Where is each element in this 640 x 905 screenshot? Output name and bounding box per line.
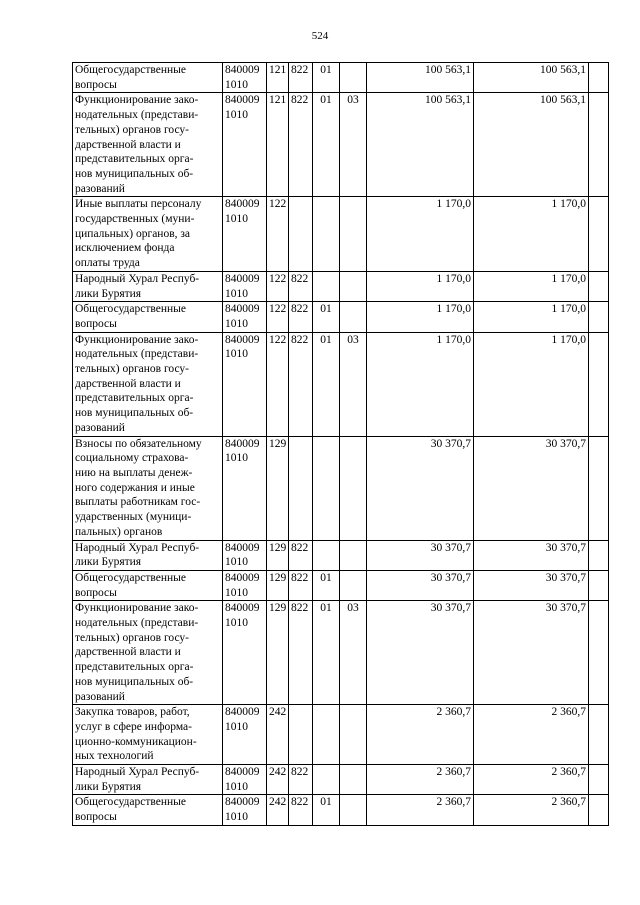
row-sum-2: 1 170,0 xyxy=(474,271,589,301)
row-target-code: 840009 1010 xyxy=(223,63,267,93)
row-subsection xyxy=(340,705,367,765)
row-section: 01 xyxy=(313,601,340,705)
row-name: Общегосударственные вопросы xyxy=(73,302,223,332)
row-target-code: 840009 1010 xyxy=(223,540,267,570)
row-department: 822 xyxy=(289,302,313,332)
row-section xyxy=(313,540,340,570)
table-row xyxy=(73,540,609,570)
row-sum-2: 2 360,7 xyxy=(474,705,589,765)
row-expense-type: 121 xyxy=(267,63,289,93)
table-row xyxy=(73,795,609,825)
table-row xyxy=(73,197,609,272)
row-sum-1: 1 170,0 xyxy=(367,302,474,332)
row-name: Общегосударственные вопросы xyxy=(73,570,223,600)
row-sum-1: 30 370,7 xyxy=(367,601,474,705)
row-name: Народный Хурал Респуб- лики Бурятия xyxy=(73,540,223,570)
row-name: Народный Хурал Респуб- лики Бурятия xyxy=(73,271,223,301)
row-subsection xyxy=(340,765,367,795)
row-target-code: 840009 1010 xyxy=(223,93,267,197)
row-sum-2: 30 370,7 xyxy=(474,436,589,540)
row-department: 822 xyxy=(289,795,313,825)
table-row xyxy=(73,332,609,436)
row-target-code: 840009 1010 xyxy=(223,332,267,436)
row-subsection xyxy=(340,795,367,825)
row-department: 822 xyxy=(289,63,313,93)
row-subsection: 03 xyxy=(340,93,367,197)
table-row xyxy=(73,93,609,197)
row-name: Функционирование зако- нодательных (представи- тельных) органов госу- дарственной власти и представительных орга- нов муниципальных об- разований xyxy=(73,332,223,436)
row-department xyxy=(289,197,313,272)
row-department: 822 xyxy=(289,540,313,570)
row-section xyxy=(313,197,340,272)
row-empty-cell xyxy=(589,63,609,93)
row-target-code: 840009 1010 xyxy=(223,302,267,332)
row-target-code: 840009 1010 xyxy=(223,271,267,301)
row-expense-type: 242 xyxy=(267,765,289,795)
table-row xyxy=(73,271,609,301)
row-sum-1: 30 370,7 xyxy=(367,436,474,540)
row-subsection: 03 xyxy=(340,601,367,705)
row-sum-2: 100 563,1 xyxy=(474,93,589,197)
row-section: 01 xyxy=(313,332,340,436)
row-empty-cell xyxy=(589,93,609,197)
row-sum-2: 30 370,7 xyxy=(474,540,589,570)
row-name: Закупка товаров, работ, услуг в сфере информа- ционно-коммуникацион- ных технологий xyxy=(73,705,223,765)
row-sum-2: 30 370,7 xyxy=(474,601,589,705)
table-row xyxy=(73,705,609,765)
row-empty-cell xyxy=(589,601,609,705)
row-name: Взносы по обязательному социальному страхова- нию на выплаты денеж- ного содержания и иные выплаты работникам гос- ударственных (муници- пальных) органов xyxy=(73,436,223,540)
row-sum-2: 30 370,7 xyxy=(474,570,589,600)
row-sum-1: 100 563,1 xyxy=(367,63,474,93)
row-subsection xyxy=(340,63,367,93)
row-sum-1: 1 170,0 xyxy=(367,197,474,272)
row-empty-cell xyxy=(589,197,609,272)
row-subsection xyxy=(340,540,367,570)
table-row xyxy=(73,436,609,540)
row-empty-cell xyxy=(589,540,609,570)
row-section: 01 xyxy=(313,63,340,93)
row-target-code: 840009 1010 xyxy=(223,795,267,825)
row-sum-1: 100 563,1 xyxy=(367,93,474,197)
row-subsection xyxy=(340,436,367,540)
row-target-code: 840009 1010 xyxy=(223,705,267,765)
row-section: 01 xyxy=(313,570,340,600)
row-empty-cell xyxy=(589,436,609,540)
row-target-code: 840009 1010 xyxy=(223,570,267,600)
row-expense-type: 129 xyxy=(267,570,289,600)
row-section xyxy=(313,271,340,301)
row-department: 822 xyxy=(289,93,313,197)
row-sum-2: 1 170,0 xyxy=(474,197,589,272)
row-name: Функционирование зако- нодательных (представи- тельных) органов госу- дарственной власти и представительных орга- нов муниципальных об- разований xyxy=(73,601,223,705)
row-sum-2: 2 360,7 xyxy=(474,795,589,825)
row-expense-type: 129 xyxy=(267,540,289,570)
row-section xyxy=(313,705,340,765)
table-row xyxy=(73,765,609,795)
row-sum-1: 1 170,0 xyxy=(367,271,474,301)
row-target-code: 840009 1010 xyxy=(223,765,267,795)
row-expense-type: 122 xyxy=(267,271,289,301)
row-subsection xyxy=(340,271,367,301)
row-subsection xyxy=(340,197,367,272)
row-target-code: 840009 1010 xyxy=(223,436,267,540)
row-name: Общегосударственные вопросы xyxy=(73,795,223,825)
row-name: Народный Хурал Респуб- лики Бурятия xyxy=(73,765,223,795)
row-empty-cell xyxy=(589,332,609,436)
row-empty-cell xyxy=(589,271,609,301)
row-sum-1: 2 360,7 xyxy=(367,705,474,765)
row-sum-1: 2 360,7 xyxy=(367,795,474,825)
table-row xyxy=(73,63,609,93)
row-section xyxy=(313,436,340,540)
row-sum-2: 1 170,0 xyxy=(474,302,589,332)
row-sum-1: 30 370,7 xyxy=(367,570,474,600)
row-department xyxy=(289,705,313,765)
table-row xyxy=(73,601,609,705)
row-section xyxy=(313,765,340,795)
row-department: 822 xyxy=(289,332,313,436)
row-sum-1: 1 170,0 xyxy=(367,332,474,436)
row-empty-cell xyxy=(589,795,609,825)
table-row xyxy=(73,302,609,332)
row-expense-type: 122 xyxy=(267,302,289,332)
row-sum-1: 2 360,7 xyxy=(367,765,474,795)
row-name: Иные выплаты персоналу государственных (муни- ципальных) органов, за исключением фонда оплаты труда xyxy=(73,197,223,272)
page-number: 524 xyxy=(311,30,329,42)
row-target-code: 840009 1010 xyxy=(223,601,267,705)
row-empty-cell xyxy=(589,570,609,600)
row-sum-2: 2 360,7 xyxy=(474,765,589,795)
row-section: 01 xyxy=(313,302,340,332)
row-subsection xyxy=(340,570,367,600)
row-department: 822 xyxy=(289,601,313,705)
row-department: 822 xyxy=(289,765,313,795)
row-subsection: 03 xyxy=(340,332,367,436)
row-sum-2: 100 563,1 xyxy=(474,63,589,93)
row-department: 822 xyxy=(289,271,313,301)
table-row xyxy=(73,570,609,600)
row-sum-2: 1 170,0 xyxy=(474,332,589,436)
row-expense-type: 129 xyxy=(267,436,289,540)
row-expense-type: 242 xyxy=(267,705,289,765)
row-empty-cell xyxy=(589,765,609,795)
row-department xyxy=(289,436,313,540)
row-target-code: 840009 1010 xyxy=(223,197,267,272)
row-expense-type: 242 xyxy=(267,795,289,825)
row-empty-cell xyxy=(589,705,609,765)
row-subsection xyxy=(340,302,367,332)
row-expense-type: 122 xyxy=(267,332,289,436)
row-name: Функционирование зако- нодательных (представи- тельных) органов госу- дарственной власти и представительных орга- нов муниципальных об- разований xyxy=(73,93,223,197)
row-empty-cell xyxy=(589,302,609,332)
row-expense-type: 129 xyxy=(267,601,289,705)
row-department: 822 xyxy=(289,570,313,600)
row-expense-type: 122 xyxy=(267,197,289,272)
row-name: Общегосударственные вопросы xyxy=(73,63,223,93)
row-sum-1: 30 370,7 xyxy=(367,540,474,570)
row-expense-type: 121 xyxy=(267,93,289,197)
row-section: 01 xyxy=(313,93,340,197)
budget-table xyxy=(72,62,609,826)
row-section: 01 xyxy=(313,795,340,825)
